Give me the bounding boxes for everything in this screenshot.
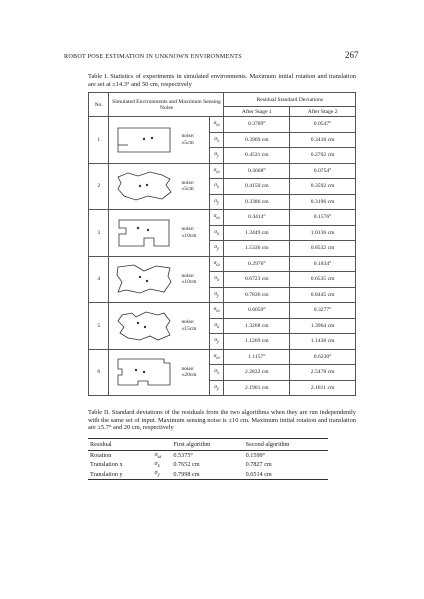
- sigma-omega: $\sigma_\omega$: [209, 210, 224, 226]
- stage2-value: 0.3196 cm: [290, 194, 356, 210]
- noise-value: ±20cm: [181, 372, 197, 379]
- environment-map-6: [113, 355, 175, 389]
- table1-row-no: 2: [89, 163, 109, 210]
- table1-row: [89, 117, 356, 133]
- stage2-value: 0.0547°: [290, 117, 356, 133]
- stage1-value: 0.6059°: [224, 303, 290, 319]
- table2: [88, 438, 328, 480]
- row-label: Translation x: [90, 461, 123, 469]
- stage2-value: 2.1811 cm: [290, 380, 356, 396]
- sigma-y: $\sigma_y$: [209, 194, 224, 210]
- sigma-y: $\sigma_y$: [209, 148, 224, 164]
- stage2-value: 1.0136 cm: [290, 225, 356, 241]
- stage1-value: 0.3386 cm: [224, 194, 290, 210]
- second-value: 0.7827 cm: [245, 461, 272, 469]
- noise-value: ±10cm: [181, 279, 197, 286]
- table1-header-env: Simulated Environments and Maximum Sensing Noise: [109, 93, 224, 117]
- sigma-omega: $\sigma_\omega$: [209, 303, 224, 319]
- environment-cell: [109, 256, 209, 303]
- stage2-value: 0.2702 cm: [290, 148, 356, 164]
- stage1-value: 0.4531 cm: [224, 148, 290, 164]
- sigma-omega: $\sigma_\omega$: [209, 256, 224, 272]
- sigma-x: $\sigma_x$: [209, 272, 224, 288]
- stage2-value: 0.1576°: [290, 210, 356, 226]
- table1-header-no: No.: [89, 93, 109, 117]
- table1-row: [89, 210, 356, 226]
- stage2-value: 2.5478 cm: [290, 365, 356, 381]
- stage2-value: 0.3277°: [290, 303, 356, 319]
- table1-row-no: 4: [89, 256, 109, 303]
- first-value: 0.7652 cm: [173, 461, 200, 469]
- stage1-value: 1.1269 cm: [224, 334, 290, 350]
- sigma-x: $\sigma_x$: [209, 179, 224, 195]
- stage1-value: 0.3969 cm: [224, 132, 290, 148]
- table1-header-residual: Residual Standard Deviations: [224, 93, 356, 107]
- stage1-value: 1.3268 cm: [224, 318, 290, 334]
- noise-label: noise:: [181, 365, 195, 372]
- stage1-value: 0.4150 cm: [224, 179, 290, 195]
- sigma-y: $\sigma_y$: [209, 287, 224, 303]
- stage2-value: 0.0754°: [290, 163, 356, 179]
- row-symbol: $\sigma_y$: [153, 469, 172, 479]
- table2-row: [88, 451, 328, 461]
- table2-row: [88, 469, 328, 479]
- noise-label: noise:: [181, 133, 195, 140]
- sigma-omega: $\sigma_\omega$: [209, 349, 224, 365]
- stage2-value: 0.3592 cm: [290, 179, 356, 195]
- row-symbol: $\sigma_x$: [154, 460, 160, 470]
- table1-row: [89, 303, 356, 319]
- stage1-value: 0.3668°: [224, 163, 290, 179]
- sigma-x: $\sigma_x$: [209, 225, 224, 241]
- table1-header-stage1: After Stage 1: [224, 107, 290, 117]
- environment-map-4: [113, 262, 175, 296]
- environment-map-3: [113, 216, 175, 250]
- stage2-value: 0.8445 cm: [290, 287, 356, 303]
- stage1-value: 0.4414°: [224, 210, 290, 226]
- sigma-omega: $\sigma_\omega$: [209, 163, 224, 179]
- noise-value: ±5cm: [181, 186, 194, 193]
- table1-row-no: 5: [89, 303, 109, 350]
- second-value: 0.6514 cm: [244, 469, 328, 479]
- stage1-value: 0.2976°: [224, 256, 290, 272]
- sigma-omega: $\sigma_\omega$: [209, 117, 224, 133]
- stage2-value: 0.6535 cm: [290, 272, 356, 288]
- row-symbol: $\sigma_\omega$: [154, 451, 162, 461]
- stage2-value: 1.3964 cm: [290, 318, 356, 334]
- stage1-value: 0.3789°: [224, 117, 290, 133]
- table1-caption: Table I. Statistics of experiments in simulated environments. Maximum initial rotation and translation are set at ±14.3° and 50 cm, respectively: [88, 73, 356, 88]
- noise-label: noise:: [181, 319, 195, 326]
- stage2-value: 0.8532 cm: [290, 241, 356, 257]
- running-header: ROBOT POSE ESTIMATION IN UNKNOWN ENVIRONMENTS: [64, 53, 242, 60]
- stage1-value: 0.6723 cm: [224, 272, 290, 288]
- stage1-value: 2.1961 cm: [224, 380, 290, 396]
- table2-header-second: Second algorithm: [244, 439, 328, 451]
- noise-label: noise:: [181, 179, 195, 186]
- environment-map-1: [113, 123, 175, 157]
- table2-header-first: First algorithm: [171, 439, 243, 451]
- sigma-y: $\sigma_y$: [209, 334, 224, 350]
- table1-row-no: 3: [89, 210, 109, 257]
- noise-label: noise:: [181, 272, 195, 279]
- stage1-value: 1.3449 cm: [224, 225, 290, 241]
- table1-header-stage2: After Stage 2: [290, 107, 356, 117]
- row-label: Rotation: [90, 452, 112, 460]
- stage1-value: 1.1157°: [224, 349, 290, 365]
- environment-map-2: [113, 169, 175, 203]
- second-value: 0.1599°: [245, 452, 266, 460]
- noise-value: ±15cm: [181, 325, 197, 332]
- table2-caption: Table II. Standard deviations of the residuals from the two algorithms when they are run independently with the same set of input. Maximum sensing noise is ±10 cm. Maximum initial rotation and translation are ±5.7° and 20 cm, respectively: [88, 409, 356, 432]
- table1-row-no: 1: [89, 117, 109, 164]
- environment-cell: [109, 163, 209, 210]
- noise-value: ±5cm: [181, 139, 194, 146]
- stage2-value: 0.6230°: [290, 349, 356, 365]
- sigma-x: $\sigma_x$: [209, 365, 224, 381]
- stage1-value: 2.2832 cm: [224, 365, 290, 381]
- stage2-value: 0.1834°: [290, 256, 356, 272]
- stage2-value: 1.1438 cm: [290, 334, 356, 350]
- sigma-y: $\sigma_y$: [209, 241, 224, 257]
- noise-label: noise:: [181, 226, 195, 233]
- environment-map-5: [113, 309, 175, 343]
- first-value: 0.7998 cm: [171, 469, 243, 479]
- stage1-value: 1.5336 cm: [224, 241, 290, 257]
- first-value: 0.5375°: [173, 452, 193, 460]
- table2-row: [88, 460, 328, 469]
- table1-row-no: 6: [89, 349, 109, 396]
- stage1-value: 0.7836 cm: [224, 287, 290, 303]
- sigma-y: $\sigma_y$: [209, 380, 224, 396]
- environment-cell: [109, 117, 209, 164]
- table1-row: [89, 256, 356, 272]
- table1-row: [89, 163, 356, 179]
- stage2-value: 0.3418 cm: [290, 132, 356, 148]
- table1: [88, 92, 356, 396]
- environment-cell: [109, 349, 209, 396]
- sigma-x: $\sigma_x$: [209, 318, 224, 334]
- row-label: Translation y: [88, 469, 153, 479]
- page-number: 267: [345, 50, 359, 60]
- noise-value: ±10cm: [181, 232, 197, 239]
- environment-cell: [109, 210, 209, 257]
- table2-header-residual: Residual: [88, 439, 171, 451]
- environment-cell: [109, 303, 209, 350]
- sigma-x: $\sigma_x$: [209, 132, 224, 148]
- table1-row: [89, 349, 356, 365]
